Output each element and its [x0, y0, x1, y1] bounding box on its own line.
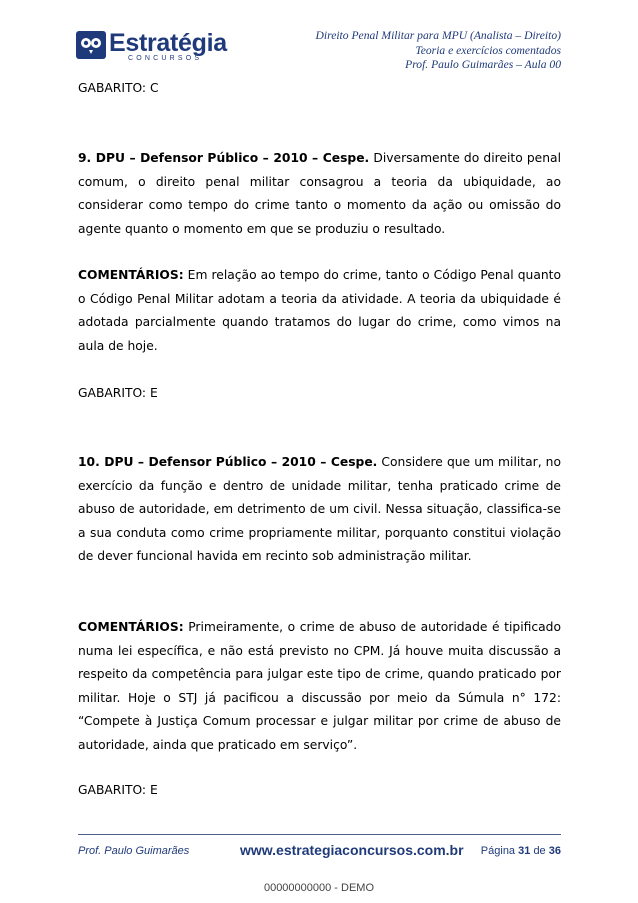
footer-divider: [78, 834, 561, 835]
page-of: de: [533, 845, 546, 857]
estrategia-logo: [76, 28, 226, 66]
comment-9-text: Em relação ao tempo do crime, tanto o Código Penal quanto o Código Penal Militar adotam a teoria da atividade. A teoria da ubiquidade é adotada parcialmente quando tratamos do lugar do crime, como vimos na aula de hoje.: [78, 268, 561, 353]
header-course-title: Direito Penal Militar para MPU (Analista – Direito): [315, 29, 561, 42]
page-label: Página: [480, 845, 516, 857]
question-9-heading: 9. DPU – Defensor Público – 2010 – Cespe.: [78, 151, 370, 165]
comment-9-heading: COMENTÁRIOS:: [78, 268, 184, 282]
footer-author: Prof. Paulo Guimarães: [78, 845, 190, 857]
logo-text: Estratégia: [109, 29, 227, 57]
question-9: [78, 147, 561, 241]
answer-key-e-2: GABARITO: E: [78, 783, 158, 797]
header-lesson: Prof. Paulo Guimarães – Aula 00: [405, 58, 561, 71]
answer-key-e-1: GABARITO: E: [78, 386, 158, 400]
comment-10: [78, 616, 561, 758]
comment-9: [78, 264, 561, 358]
header-subtitle: Teoria e exercícios comentados: [415, 43, 561, 57]
page-current: 31: [518, 845, 531, 857]
footer-page-number: [481, 845, 561, 857]
question-10-heading: 10. DPU – Defensor Público – 2010 – Cespe.: [78, 455, 378, 469]
comment-10-text: Primeiramente, o crime de abuso de autoridade é tipificado numa lei específica, e não está previsto no CPM. Já houve muita discussão a respeito da competência para julgar este tipo de crime, quando praticado por militar. Hoje o STJ já pacificou a discussão por meio da Súmula n° 172: “Compete à Justiça Comum processar e julgar militar por crime de abuso de autoridade, ainda que praticado em serviço”.: [78, 620, 561, 752]
logo-subtext: CONCURSOS: [128, 55, 203, 62]
answer-key-c: GABARITO: C: [78, 81, 159, 95]
document-header: [316, 29, 561, 73]
question-9-text: Diversamente do direito penal comum, o direito penal militar consagrou a teoria da ubiquidade, ao considerar como tempo do crime tanto o momento da ação ou omissão do agente quanto o momento em que se produziu o resultado.: [78, 151, 561, 236]
demo-watermark-text: 00000000000 - DEMO: [263, 882, 375, 894]
comment-10-heading: COMENTÁRIOS:: [78, 620, 184, 634]
owl-logo-icon: [76, 31, 106, 59]
footer-website-link[interactable]: www.estrategiaconcursos.com.br: [240, 842, 464, 858]
question-10: [78, 451, 561, 569]
question-10-text: Considere que um militar, no exercício da função e dentro de unidade militar, tenha praticado crime de abuso de autoridade, em detrimento de um civil. Nessa situação, classifica-se a sua conduta como crime propriamente militar, porquanto constitui violação de dever funcional havida em recinto sob administração militar.: [78, 455, 561, 564]
page-total: 36: [548, 845, 561, 857]
